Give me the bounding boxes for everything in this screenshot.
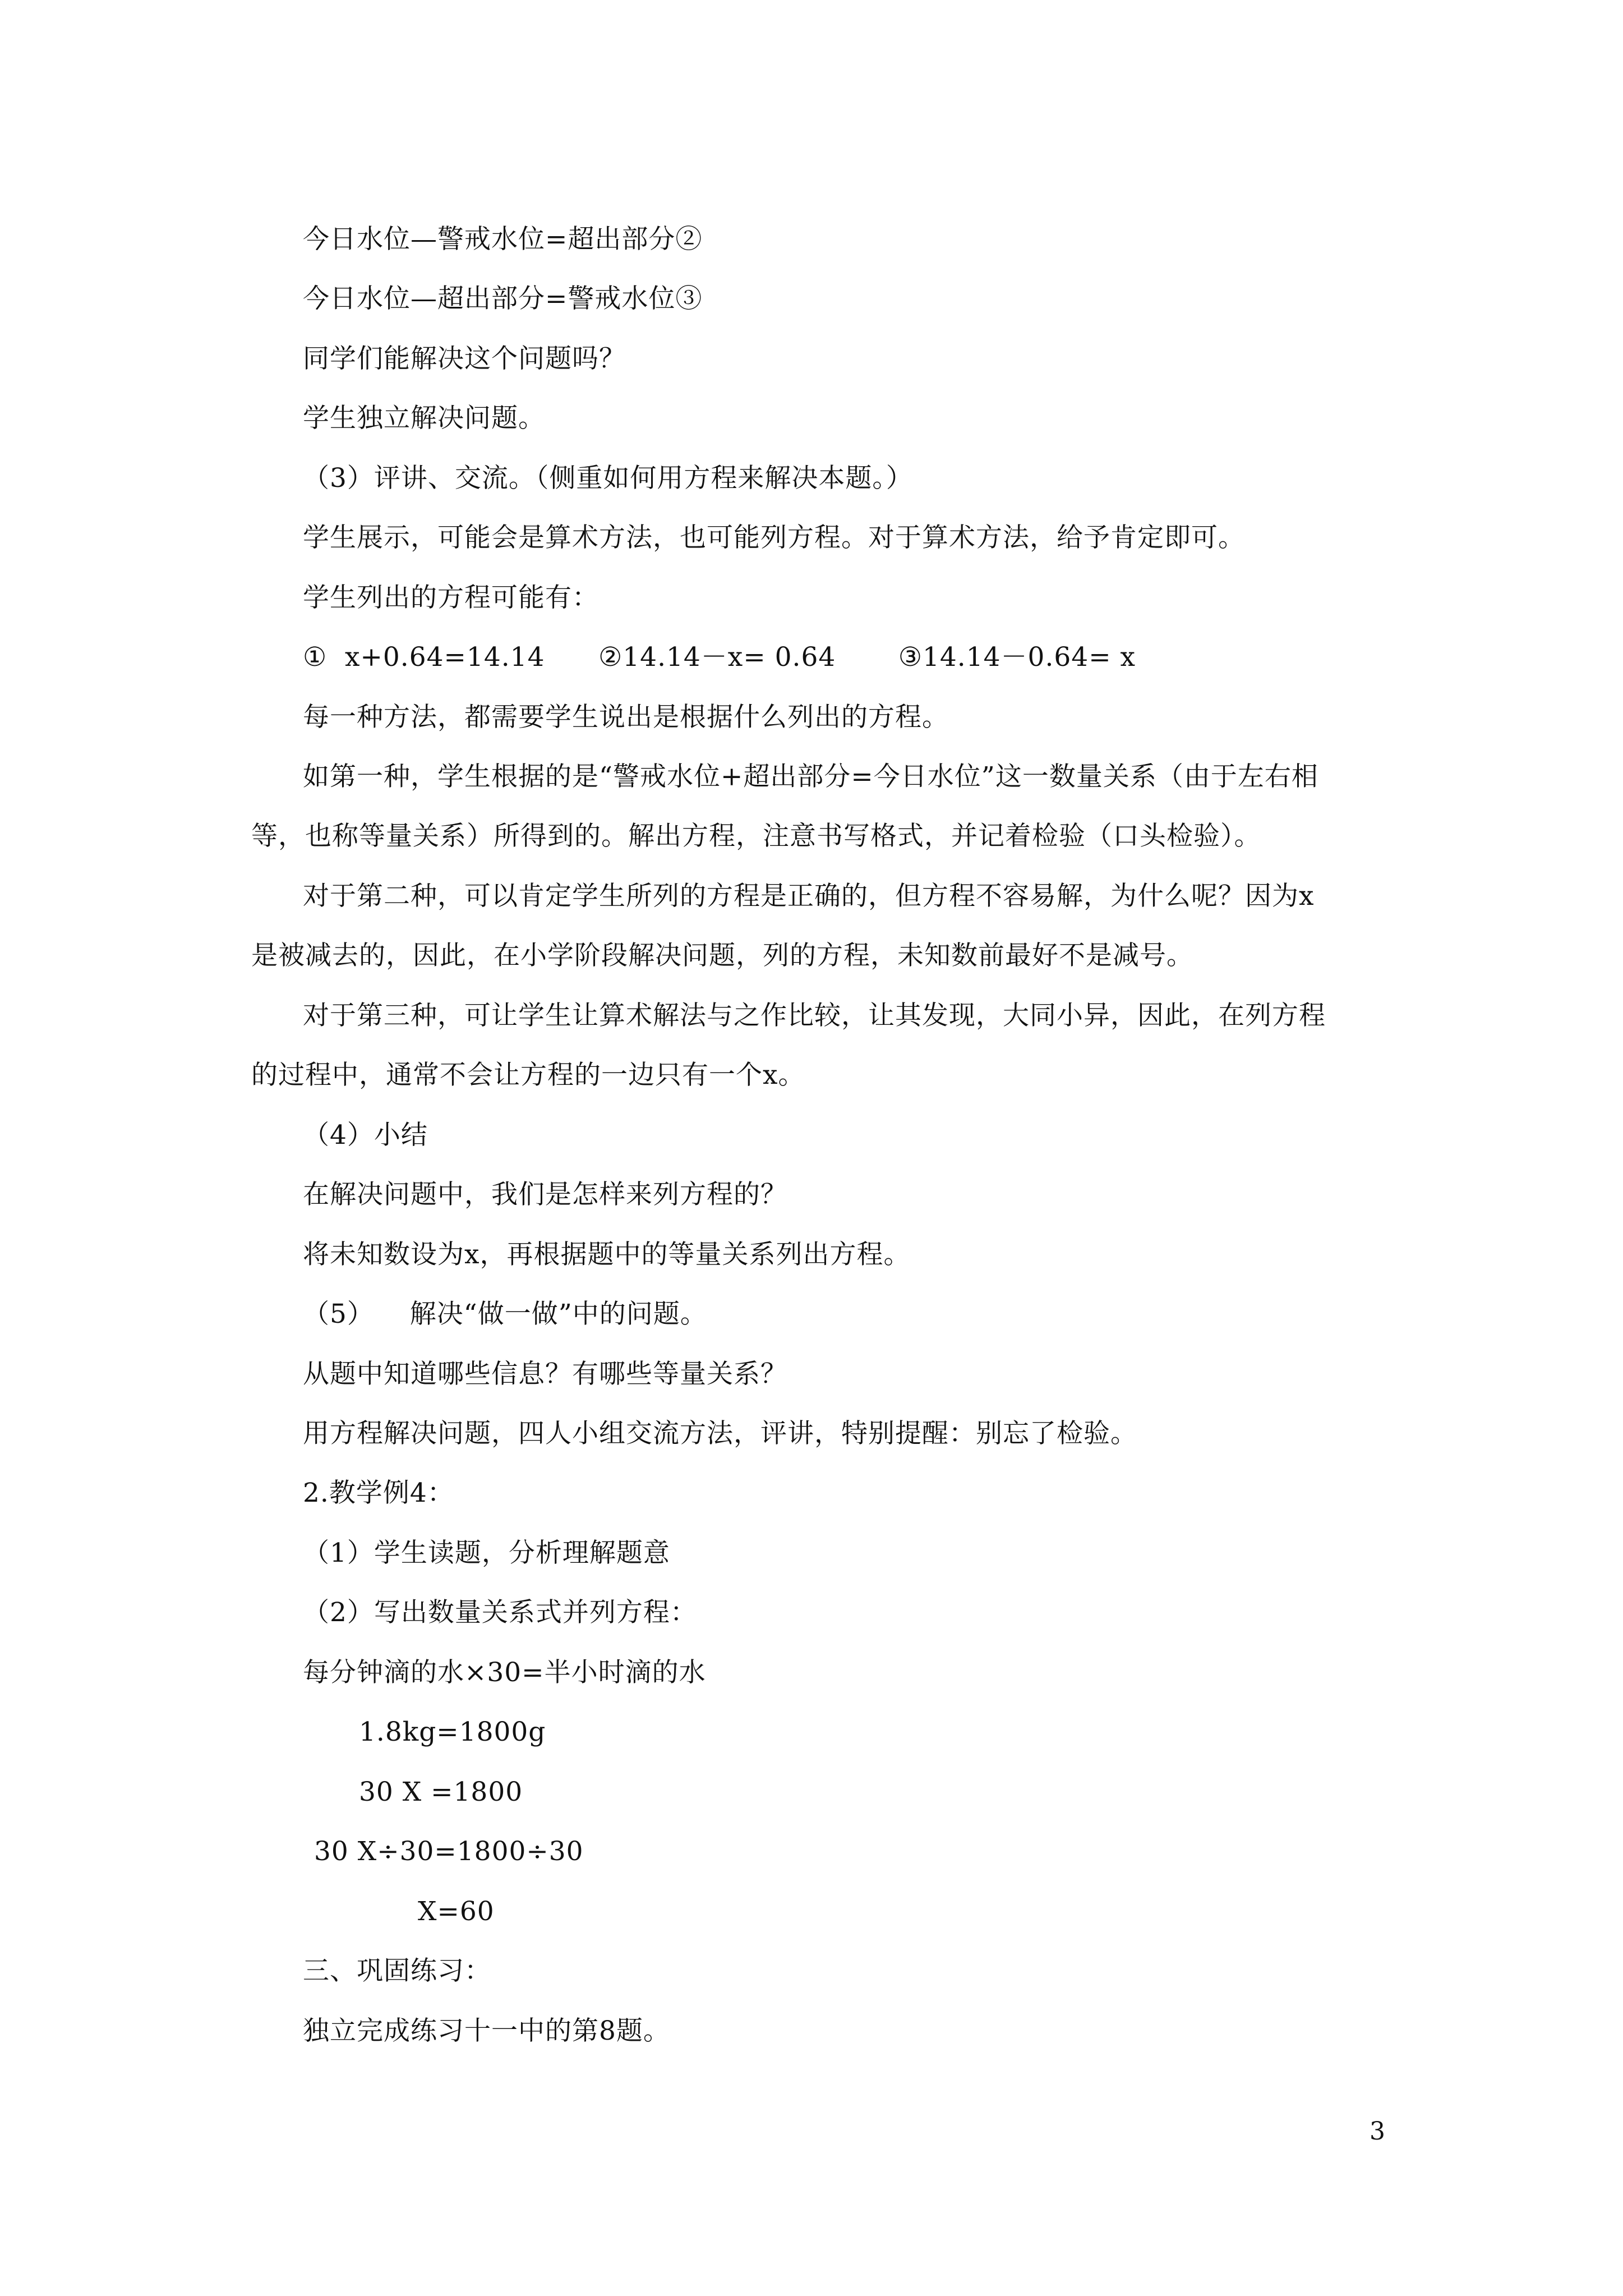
text-line-14: 对于第三种，可让学生让算术解法与之作比较，让其发现，大同小异，因此，在列方程	[303, 1000, 1326, 1031]
text-line-13: 是被减去的，因此，在小学阶段解决问题，列的方程，未知数前最好不是减号。	[251, 940, 1193, 971]
text-line-3: 同学们能解决这个问题吗？	[303, 343, 626, 374]
text-line-17: 在解决问题中，我们是怎样来列方程的？	[303, 1179, 787, 1210]
text-line-31: 独立完成练习十一中的第8题。	[303, 2016, 670, 2046]
text-line-10: 如第一种，学生根据的是“警戒水位+超出部分=今日水位”这一数量关系（由于左右相	[303, 761, 1318, 792]
text-line-9: 每一种方法，都需要学生说出是根据什么列出的方程。	[303, 702, 949, 733]
conversion-line: 1.8kg=1800g	[359, 1717, 546, 1747]
section-heading-practice: 三、巩固练习：	[303, 1955, 491, 1986]
text-line-2: 今日水位—超出部分=警戒水位③	[303, 283, 703, 314]
equation-step-2: 30 X÷30=1800÷30	[314, 1836, 584, 1867]
text-line-20: 从题中知道哪些信息？有哪些等量关系？	[303, 1359, 787, 1389]
text-line-7: 学生列出的方程可能有：	[303, 582, 599, 613]
equation-step-1: 30 X =1800	[359, 1777, 523, 1807]
subheading-summary: （4）小结	[303, 1120, 428, 1151]
text-line-12: 对于第二种，可以肯定学生所列的方程是正确的，但方程不容易解，为什么呢？因为x	[303, 881, 1315, 912]
text-line-18: 将未知数设为x，再根据题中的等量关系列出方程。	[303, 1239, 911, 1270]
subheading-practice: （5） 解决“做一做”中的问题。	[303, 1299, 707, 1329]
text-line-25: 每分钟滴的水×30=半小时滴的水	[303, 1657, 706, 1688]
text-line-21: 用方程解决问题，四人小组交流方法，评讲，特别提醒：别忘了检验。	[303, 1418, 1137, 1449]
text-line-6: 学生展示，可能会是算术方法，也可能列方程。对于算术方法，给予肯定即可。	[303, 522, 1245, 553]
subheading-example-4: 2.教学例4：	[303, 1478, 454, 1508]
text-line-23: （1）学生读题，分析理解题意	[303, 1538, 670, 1568]
text-line-1: 今日水位—警戒水位=超出部分②	[303, 224, 703, 255]
equation-result: X=60	[418, 1896, 495, 1927]
text-line-4: 学生独立解决问题。	[303, 403, 545, 434]
page-number: 3	[1370, 2117, 1385, 2146]
text-line-11: 等，也称等量关系）所得到的。解出方程，注意书写格式，并记着检验（口头检验）。	[251, 821, 1261, 852]
text-line-15: 的过程中，通常不会让方程的一边只有一个x。	[251, 1060, 805, 1091]
text-line-5: （3）评讲、交流。（侧重如何用方程来解决本题。）	[303, 463, 913, 494]
equations-line: ① x+0.64=14.14 ②14.14－x= 0.64 ③14.14－0.64= x	[303, 642, 1136, 673]
text-line-24: （2）写出数量关系式并列方程：	[303, 1597, 697, 1628]
